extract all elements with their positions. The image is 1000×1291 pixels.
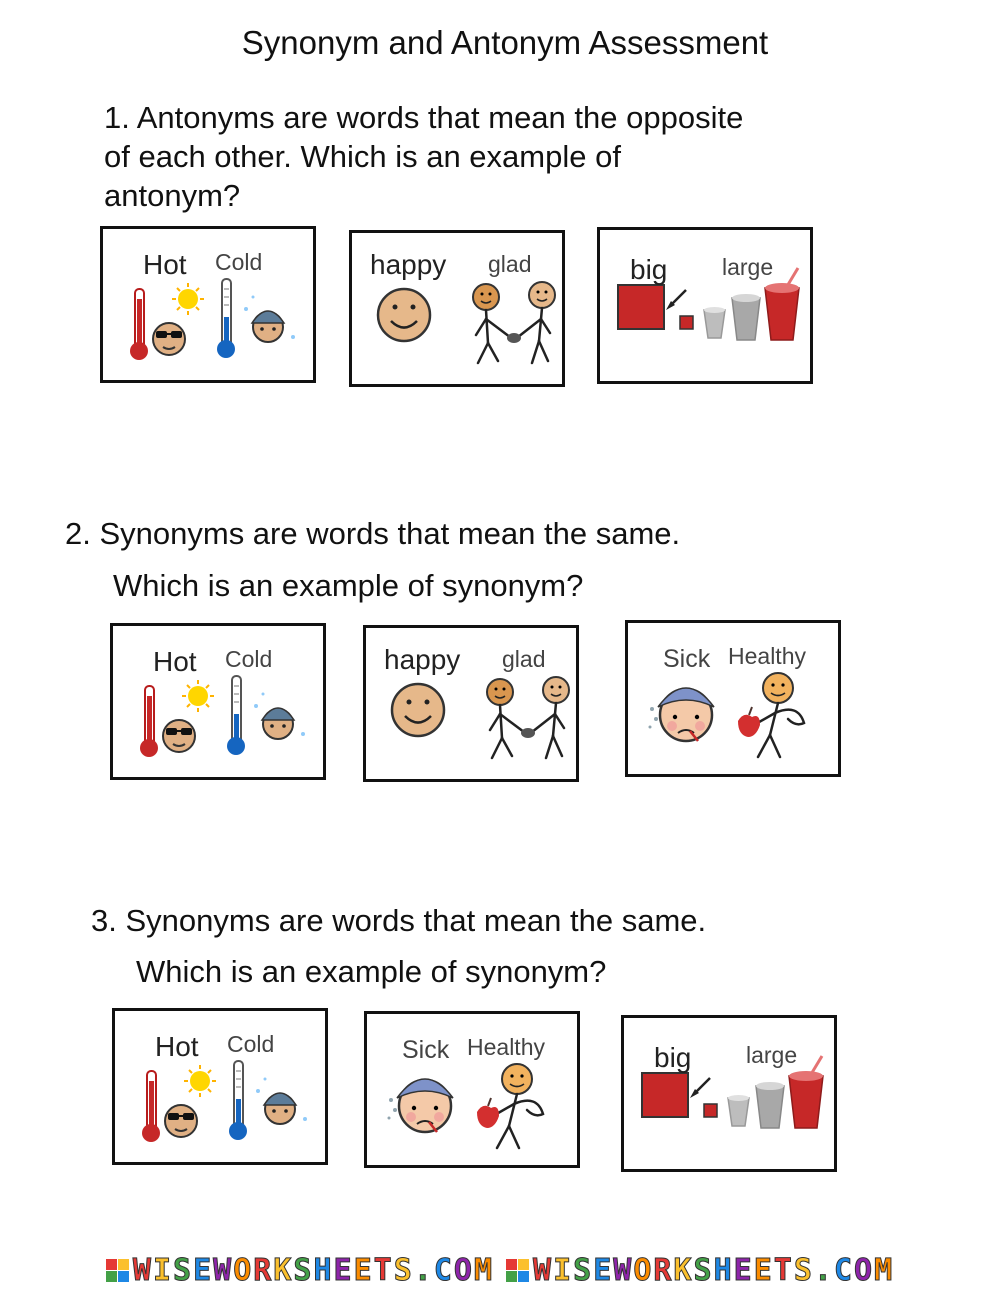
option-word-1: Hot	[155, 1031, 199, 1062]
option-word-1: Hot	[153, 646, 197, 677]
option-picture	[600, 230, 810, 381]
option-word-2: Cold	[227, 1031, 275, 1057]
option-word-1: happy	[384, 644, 461, 675]
option-word-1: Hot	[143, 249, 187, 280]
option-word-1: Sick	[663, 645, 711, 673]
option-word-2: Cold	[215, 249, 263, 275]
option-word-2: glad	[488, 251, 532, 277]
option-word-1: big	[654, 1042, 692, 1073]
question-1-option-2-card[interactable]	[349, 230, 565, 387]
watermark-logo-right	[506, 1253, 894, 1288]
question-1-option-1-card[interactable]	[100, 226, 316, 383]
option-picture	[115, 1011, 325, 1162]
option-word-1: happy	[370, 249, 447, 280]
watermark-text: WISEWORKSHEETS.COM	[533, 1253, 895, 1288]
option-word-1: Sick	[402, 1036, 450, 1064]
question-3-line-2: Which is an example of synonym?	[136, 954, 607, 989]
option-picture	[624, 1018, 834, 1169]
option-word-2: Cold	[225, 646, 273, 672]
question-2	[65, 508, 680, 612]
brand-squares-icon	[106, 1259, 129, 1282]
question-2-line-1: 2. Synonyms are words that mean the same.	[65, 516, 681, 551]
option-word-2: Healthy	[728, 643, 806, 669]
footer-watermark	[0, 1250, 1000, 1291]
option-word-2: glad	[502, 646, 546, 672]
option-word-1: big	[630, 254, 668, 285]
question-2-option-3-card[interactable]	[625, 620, 841, 777]
brand-squares-icon	[506, 1259, 529, 1282]
question-1-option-3-card[interactable]	[597, 227, 813, 384]
question-3-option-3-card[interactable]	[621, 1015, 837, 1172]
question-3-line-1: 3. Synonyms are words that mean the same.	[91, 903, 707, 938]
question-3-option-2-card[interactable]	[364, 1011, 580, 1168]
question-1-line-1: 1. Antonyms are words that mean the opposite	[104, 100, 744, 135]
watermark-logo-left	[106, 1253, 494, 1288]
question-1-line-2: of each other. Which is an example of	[104, 139, 621, 174]
question-1	[104, 98, 743, 215]
question-3-option-1-card[interactable]	[112, 1008, 328, 1165]
watermark-text: WISEWORKSHEETS.COM	[132, 1253, 494, 1288]
question-3	[91, 895, 706, 997]
question-1-line-3: antonym?	[104, 178, 241, 213]
question-2-option-2-card[interactable]	[363, 625, 579, 782]
option-picture	[103, 229, 313, 380]
option-word-2: Healthy	[467, 1034, 545, 1060]
option-picture	[113, 626, 323, 777]
question-2-line-2: Which is an example of synonym?	[113, 568, 584, 603]
page-title: Synonym and Antonym Assessment	[241, 24, 769, 61]
option-word-2: large	[722, 254, 774, 280]
option-word-2: large	[746, 1042, 798, 1068]
question-2-option-1-card[interactable]	[110, 623, 326, 780]
